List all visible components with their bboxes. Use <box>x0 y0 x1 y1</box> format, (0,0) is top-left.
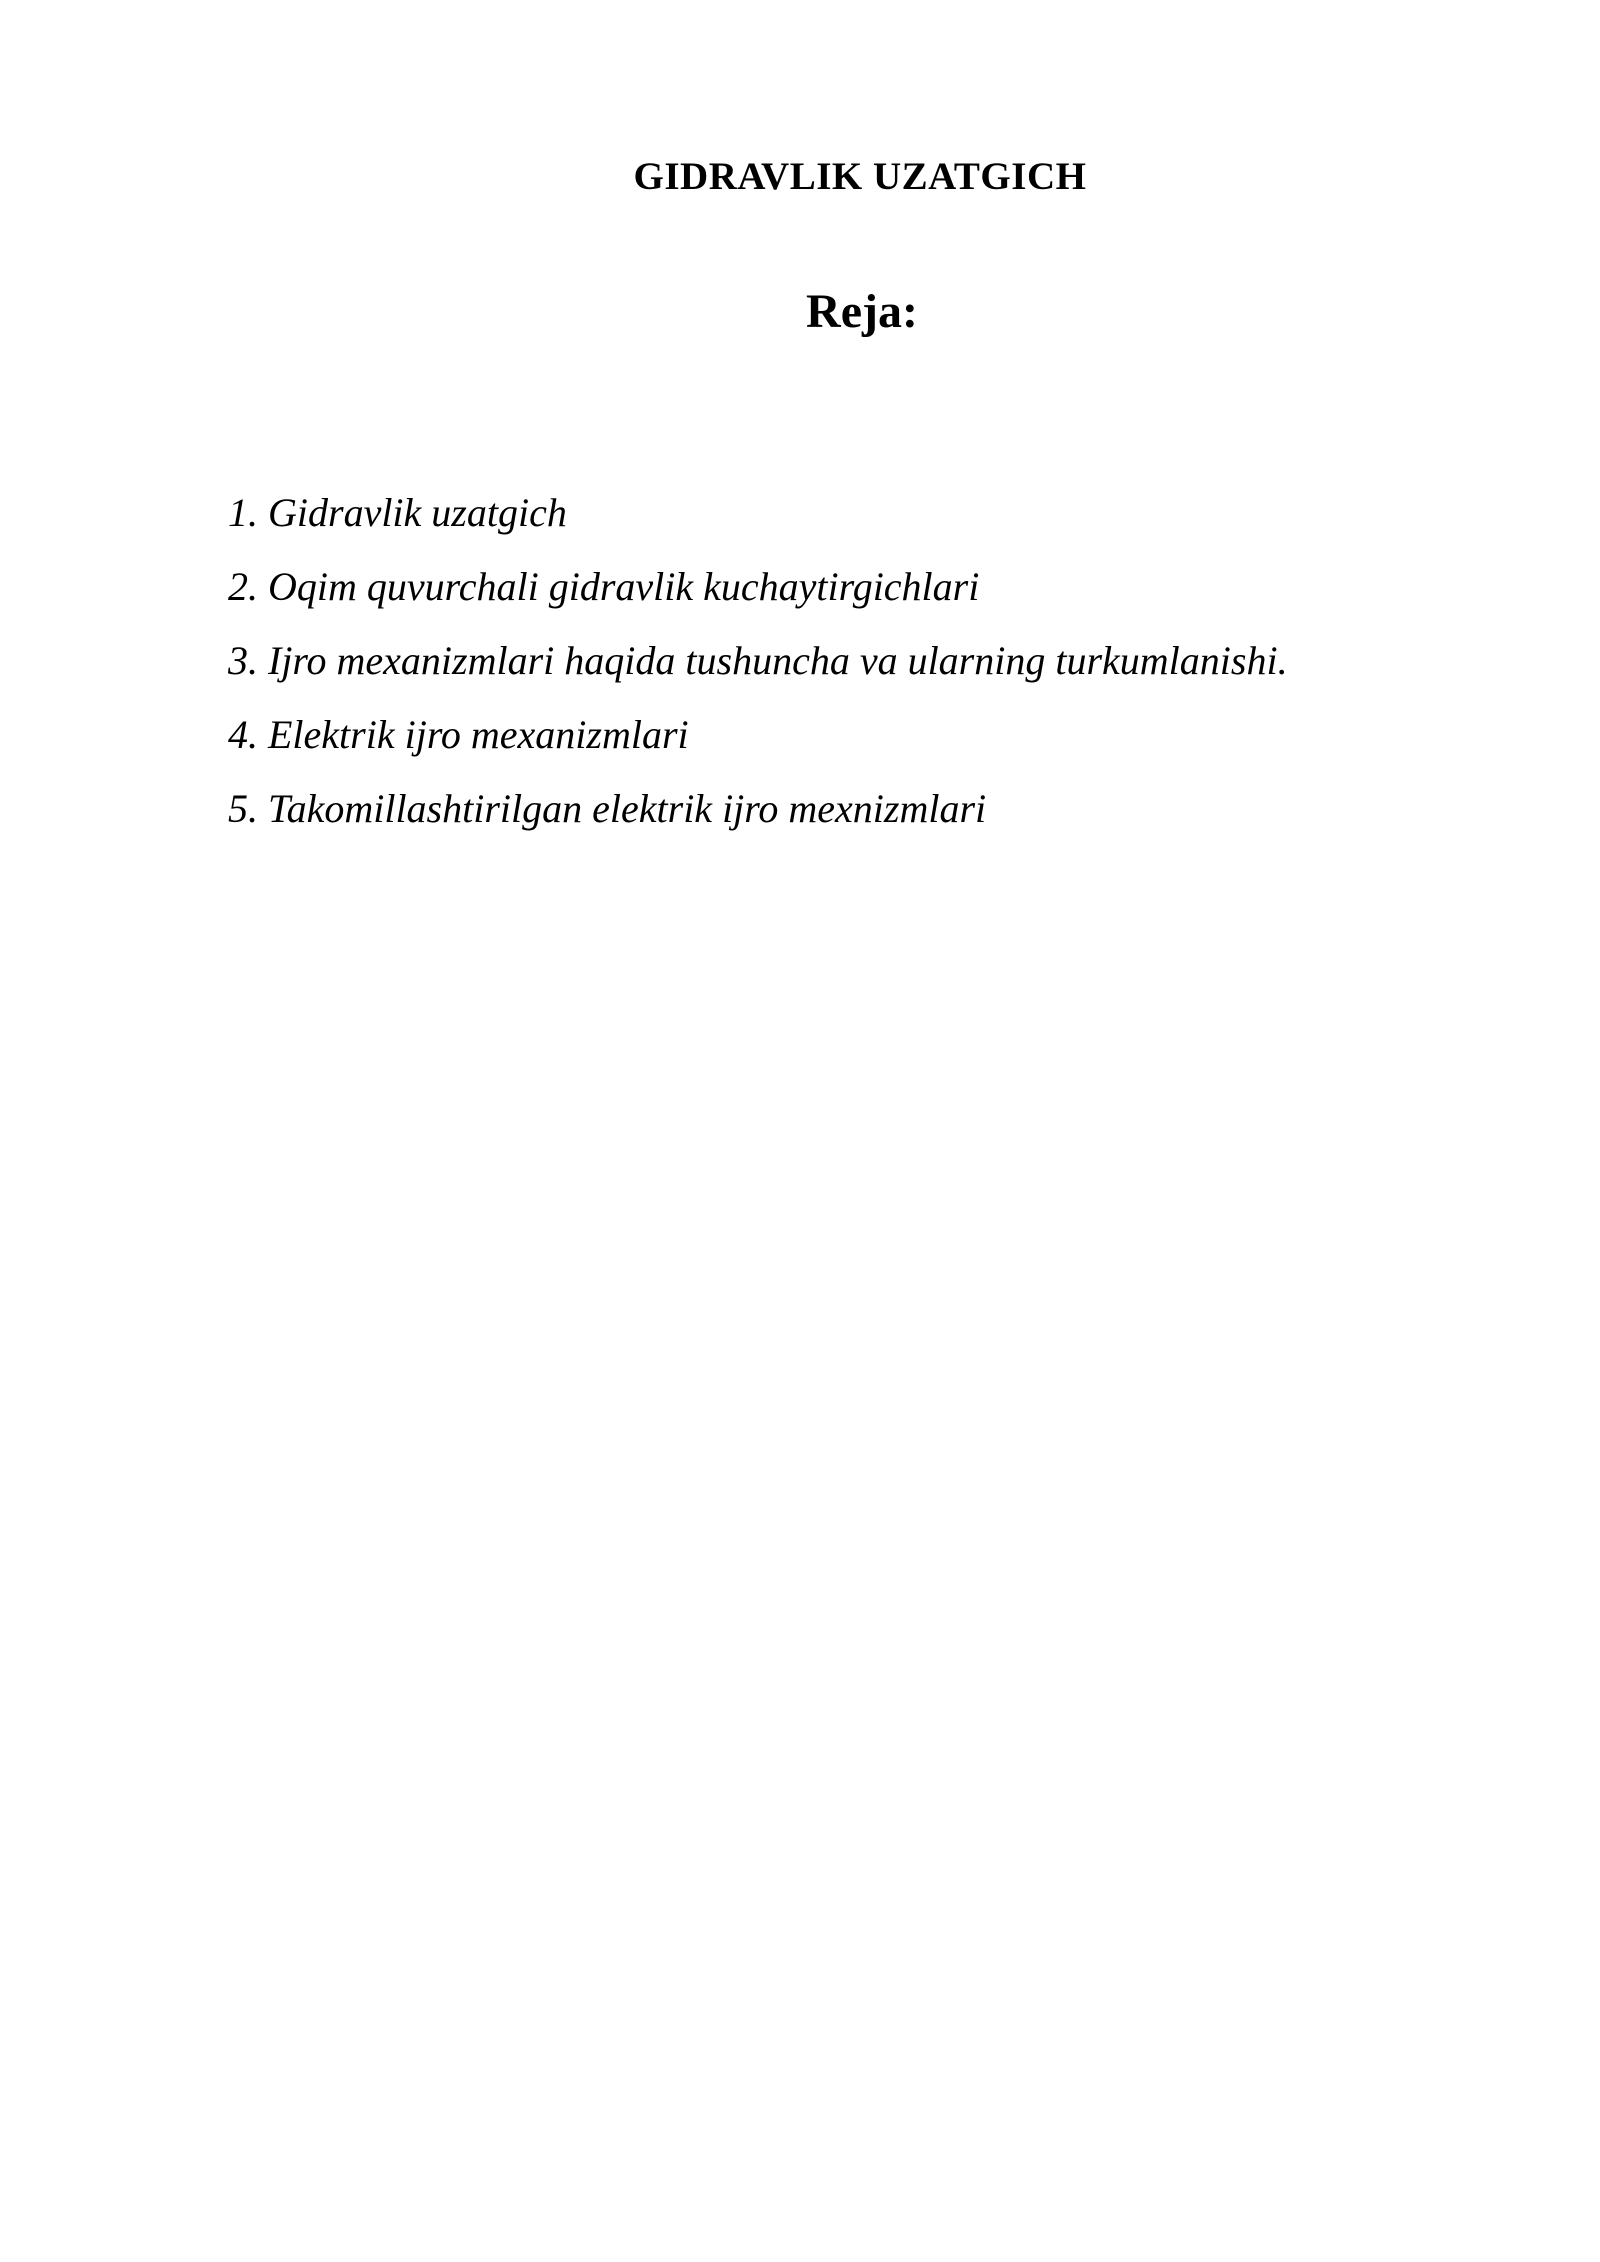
list-item-text: Elektrik ijro mexanizmlari <box>268 712 689 757</box>
list-item-number: 5. <box>228 786 258 831</box>
list-item-text: Takomillashtirilgan elektrik ijro mexnizmlari <box>268 786 987 831</box>
plan-heading: Reja: <box>806 285 918 338</box>
list-item <box>228 624 1528 698</box>
list-item-text: Gidravlik uzatgich <box>268 490 567 535</box>
list-item <box>228 550 1528 624</box>
list-item <box>228 476 1528 550</box>
list-item <box>228 698 1528 772</box>
list-item-number: 3. <box>228 638 258 683</box>
list-item-text: Oqim quvurchali gidravlik kuchaytirgichlari <box>268 564 980 609</box>
document-title: GIDRAVLIK UZATGICH <box>633 155 1087 198</box>
list-item <box>228 772 1528 846</box>
list-item-number: 1. <box>228 490 258 535</box>
plan-list <box>228 476 1528 846</box>
list-item-number: 2. <box>228 564 258 609</box>
list-item-number: 4. <box>228 712 258 757</box>
list-item-text: Ijro mexanizmlari haqida tushuncha va ularning turkumlanishi. <box>268 638 1288 683</box>
